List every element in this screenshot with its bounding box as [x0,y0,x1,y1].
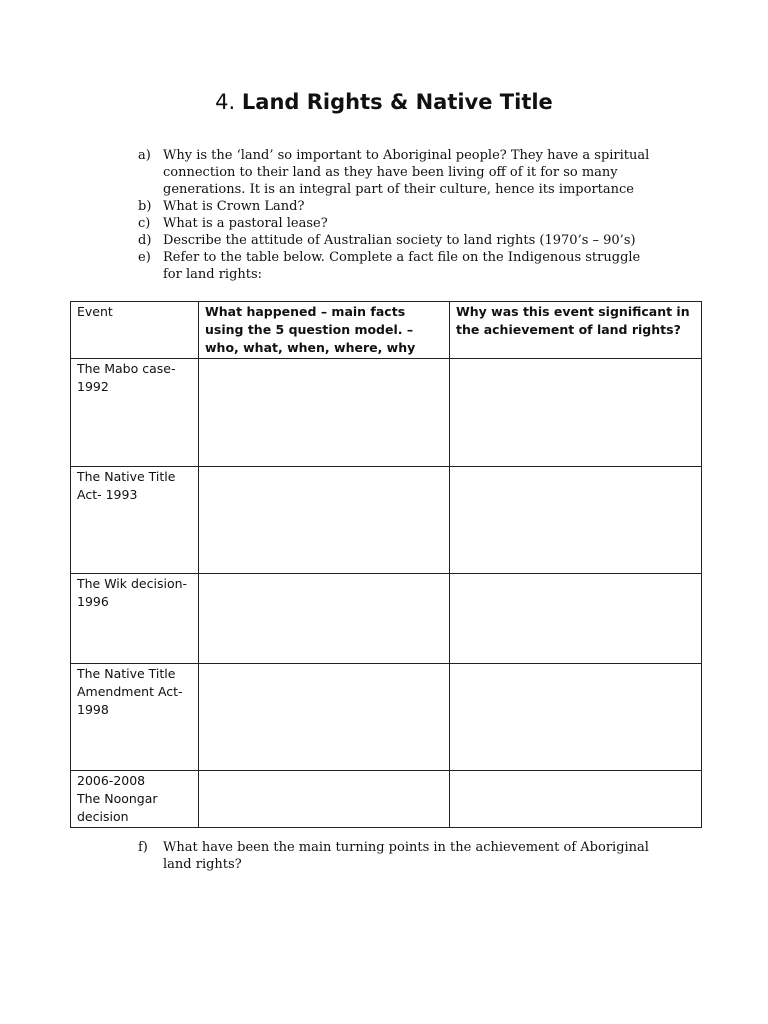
table-header-row [71,302,702,359]
event-cell: The Native Title Amendment Act- 1998 [71,664,199,771]
question-item [138,839,658,873]
header-what-happened: What happened – main facts using the 5 question model. – who, what, when, where, why [199,302,450,359]
question-text: What have been the main turning points in the achievement of Aboriginal land rights? [163,840,649,872]
question-text: What is a pastoral lease? [163,216,328,231]
question-text: Why is the ‘land’ so important to Aboriginal people? They have a spiritual connection to their land as they have been living off of it for so many generations. It is an integral part of their culture, hence its importance [163,148,650,197]
question-marker: a) [138,148,151,163]
question-item [138,147,658,198]
page-title [0,88,768,116]
answer-cell-what[interactable] [199,359,450,467]
question-list [138,147,658,283]
question-marker: b) [138,199,152,214]
answer-cell-why[interactable] [450,771,702,828]
header-event: Event [71,302,199,359]
question-item [138,215,658,232]
question-item [138,232,658,249]
table-row [71,574,702,664]
final-question-list [138,839,658,873]
fact-file-table [70,301,702,828]
question-marker: e) [138,250,151,265]
answer-cell-why[interactable] [450,359,702,467]
title-text: Land Rights & Native Title [241,90,553,114]
table-row [71,771,702,828]
question-marker: c) [138,216,151,231]
answer-cell-what[interactable] [199,771,450,828]
question-marker: d) [138,233,152,248]
answer-cell-what[interactable] [199,664,450,771]
event-cell: The Wik decision- 1996 [71,574,199,664]
answer-cell-what[interactable] [199,467,450,574]
answer-cell-why[interactable] [450,467,702,574]
question-item [138,198,658,215]
table-row [71,467,702,574]
event-cell: 2006-2008 The Noongar decision [71,771,199,828]
question-marker: f) [138,840,148,855]
question-text: What is Crown Land? [163,199,305,214]
event-cell: The Native Title Act- 1993 [71,467,199,574]
question-item [138,249,658,283]
header-significance: Why was this event significant in the achievement of land rights? [450,302,702,359]
answer-cell-why[interactable] [450,574,702,664]
table-row [71,359,702,467]
question-text: Refer to the table below. Complete a fact file on the Indigenous struggle for land rights: [163,250,641,282]
title-number: 4. [215,90,236,114]
event-cell: The Mabo case- 1992 [71,359,199,467]
question-text: Describe the attitude of Australian society to land rights (1970’s – 90’s) [163,233,636,248]
answer-cell-why[interactable] [450,664,702,771]
answer-cell-what[interactable] [199,574,450,664]
table-row [71,664,702,771]
